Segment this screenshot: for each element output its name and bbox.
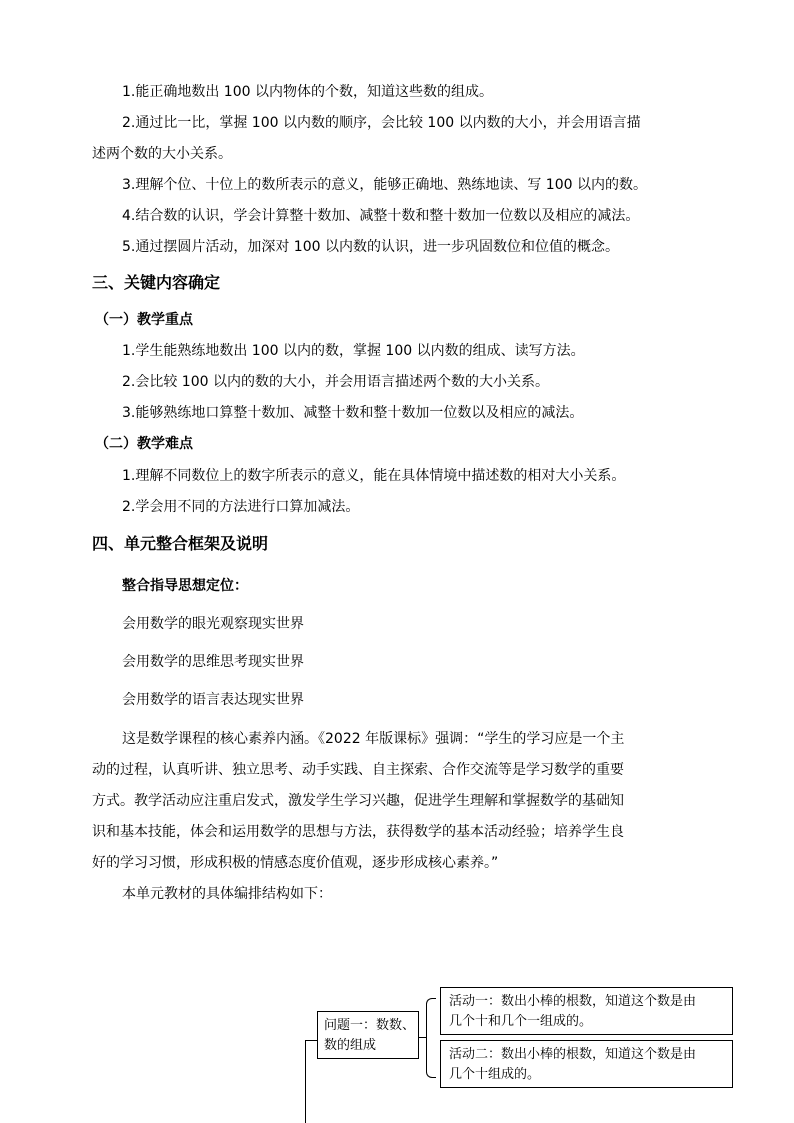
diagram-trunk-line [305,1040,306,1123]
statement-express: 会用数学的语言表达现实世界 [122,692,304,708]
key-point-3: 3.能够熟练地口算整十数加、减整十数和整十数加一位数以及相应的减法。 [122,405,584,421]
statement-observe: 会用数学的眼光观察现实世界 [122,616,304,632]
goal-5: 5.通过摆圆片活动，加深对 100 以内数的认识，进一步巩固数位和位值的概念。 [122,239,619,255]
question-1-line-1: 问题一：数数、 [324,1018,416,1033]
key-point-2: 2.会比较 100 以内的数的大小，并会用语言描述两个数的大小关系。 [122,374,549,390]
goal-1: 1.能正确地数出 100 以内物体的个数，知道这些数的组成。 [122,84,493,100]
activity-2-line-2: 几个十组成的。 [449,1067,541,1082]
guiding-idea-subtitle: 整合指导思想定位： [122,578,248,594]
paragraph-line-5: 好的学习习惯，形成积极的情感态度价值观，逐步形成核心素养。” [92,855,499,871]
paragraph-line-3: 方式。教学活动应注重启发式，激发学生学习兴趣，促进学生理解和掌握数学的基础知 [92,793,624,809]
activity-bracket [426,998,436,1078]
activity-1-line-2: 几个十和几个一组成的。 [449,1014,593,1029]
goal-4: 4.结合数的认识，学会计算整十数加、减整十数和整十数加一位数以及相应的减法。 [122,208,640,224]
activity-2-line-1: 活动二：数出小棒的根数，知道这个数是由 [449,1047,697,1062]
goal-3: 3.理解个位、十位上的数所表示的意义，能够正确地、熟练地读、写 100 以内的数。 [122,177,647,193]
difficulties-heading: （二）教学难点 [95,436,193,452]
diagram-trunk-connector [305,1040,317,1041]
section-3-heading: 三、关键内容确定 [92,273,221,292]
bracket-connector [419,1037,426,1038]
paragraph-line-2: 动的过程，认真听讲、独立思考、动手实践、自主探索、合作交流等是学习数学的重要 [92,762,624,778]
section-4-heading: 四、单元整合框架及说明 [92,534,269,553]
key-points-heading: （一）教学重点 [95,312,193,328]
paragraph-line-1: 这是数学课程的核心素养内涵。《2022 年版课标》强调：“学生的学习应是一个主 [122,731,625,747]
activity-1-line-1: 活动一：数出小棒的根数，知道这个数是由 [449,994,697,1009]
paragraph-line-4: 识和基本技能，体会和运用数学的思想与方法，获得数学的基本活动经验；培养学生良 [92,824,624,840]
difficulty-1: 1.理解不同数位上的数字所表示的意义，能在具体情境中描述数的相对大小关系。 [122,468,626,484]
activity-1-box [440,987,733,1035]
key-point-1: 1.学生能熟练地数出 100 以内的数，掌握 100 以内数的组成、读写方法。 [122,343,585,359]
question-1-line-2: 数的组成 [324,1038,377,1053]
question-1-box [317,1011,419,1059]
statement-think: 会用数学的思维思考现实世界 [122,654,304,670]
goal-2-continued: 述两个数的大小关系。 [92,146,232,162]
difficulty-2: 2.学会用不同的方法进行口算加减法。 [122,499,360,515]
structure-intro: 本单元教材的具体编排结构如下： [122,886,332,902]
goal-2: 2.通过比一比，掌握 100 以内数的顺序，会比较 100 以内数的大小，并会用语言描 [122,115,641,131]
activity-2-box [440,1040,733,1088]
